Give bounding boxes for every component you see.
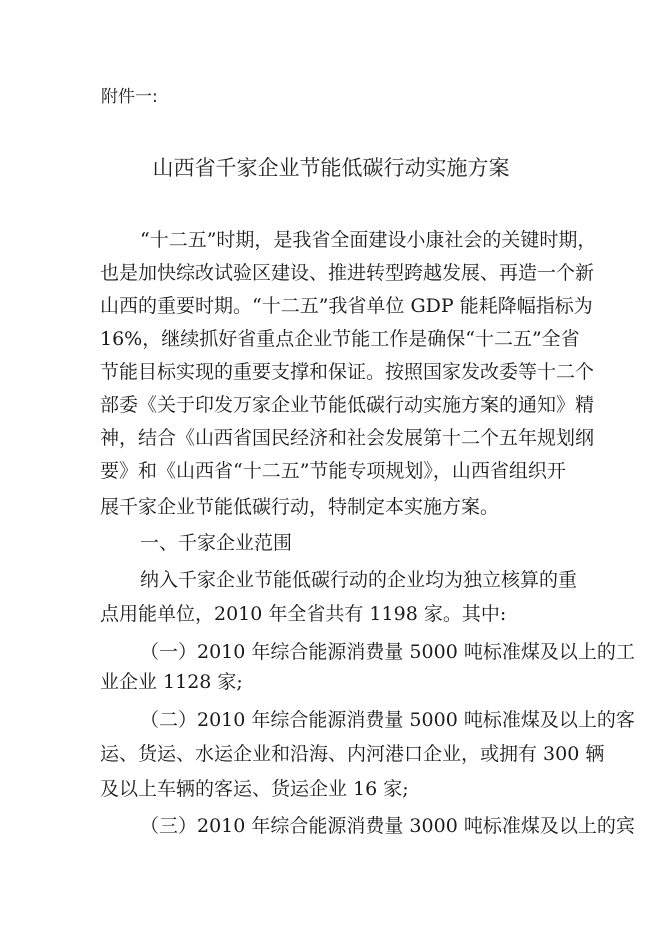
- list-item-line: 运、货运、水运企业和沿海、内河港口企业，或拥有 300 辆: [100, 743, 605, 765]
- body-line: 展千家企业节能低碳行动，特制定本实施方案。: [100, 496, 500, 518]
- body-line: 节能目标实现的重要支撑和保证。按照国家发改委等十二个: [100, 361, 595, 383]
- section-heading: 一、千家企业范围: [140, 532, 293, 554]
- body-line: 点用能单位，2010 年全省共有 1198 家。其中:: [100, 603, 507, 625]
- list-item-line: 业企业 1128 家;: [100, 671, 243, 693]
- body-line: 也是加快综改试验区建设、推进转型跨越发展、再造一个新: [100, 262, 595, 284]
- body-line: “十二五”时期，是我省全面建设小康社会的关键时期，: [140, 229, 597, 251]
- list-item-line: （一）2010 年综合能源消费量 5000 吨标准煤及以上的工: [140, 641, 635, 663]
- list-item-line: 及以上车辆的客运、货运企业 16 家;: [100, 778, 409, 800]
- body-line: 16%，继续抓好省重点企业节能工作是确保“十二五”全省: [100, 328, 580, 350]
- body-line: 神，结合《山西省国民经济和社会发展第十二个五年规划纲: [100, 427, 595, 449]
- document-title: 山西省千家企业节能低碳行动实施方案: [152, 156, 510, 180]
- body-line: 要》和《山西省“十二五”节能专项规划》，山西省组织开: [100, 460, 566, 482]
- list-item-line: （二）2010 年综合能源消费量 5000 吨标准煤及以上的客: [140, 709, 635, 731]
- attachment-label: 附件一:: [101, 87, 158, 107]
- list-item-line: （三）2010 年综合能源消费量 3000 吨标准煤及以上的宾: [140, 815, 635, 837]
- body-line: 纳入千家企业节能低碳行动的企业均为独立核算的重: [140, 569, 578, 591]
- body-line: 部委《关于印发万家企业节能低碳行动实施方案的通知》精: [100, 394, 595, 416]
- body-line: 山西的重要时期。“十二五”我省单位 GDP 能耗降幅指标为: [100, 295, 593, 317]
